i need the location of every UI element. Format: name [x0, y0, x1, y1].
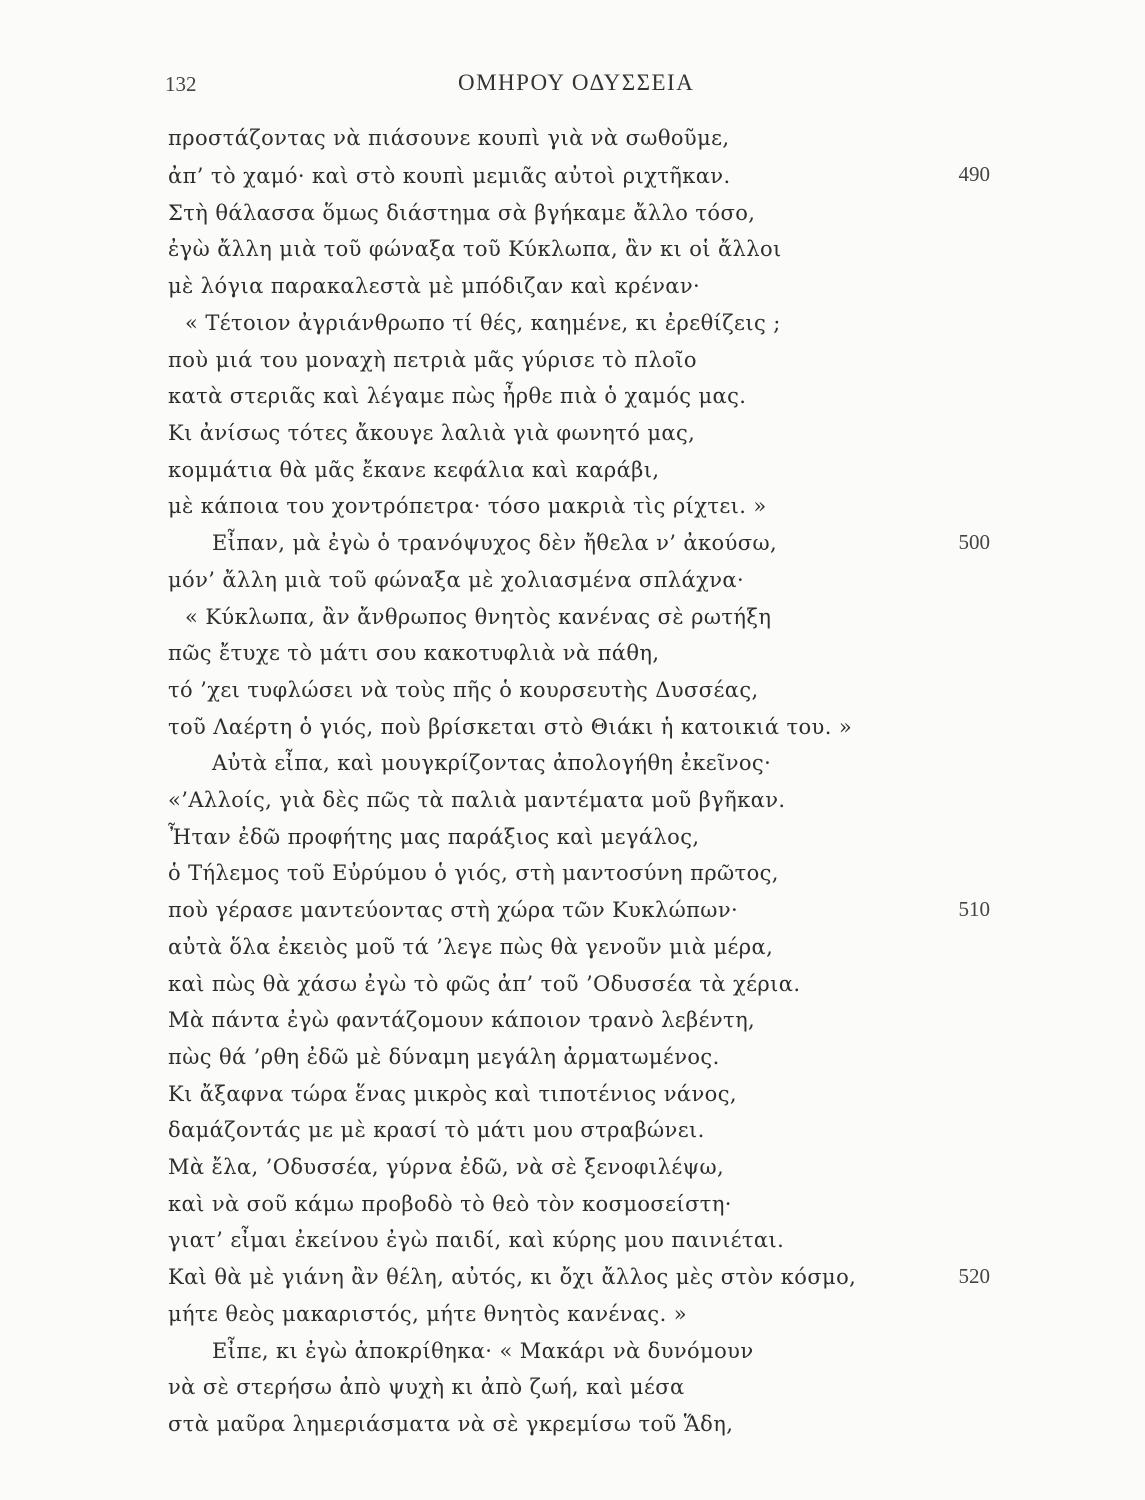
verse-line: μόν’ ἄλλη μιὰ τοῦ φώναξα μὲ χολιασμένα σπλάχνα· [168, 568, 745, 592]
verse-line: ὁ Τήλεμος τοῦ Εὐρύμου ὁ γιός, στὴ μαντοσύνη πρῶτος, [168, 861, 779, 885]
verse-line: Εἶπαν, μὰ ἐγὼ ὁ τρανόψυχος δὲν ἤθελα ν’ ἀκούσω, [212, 531, 778, 555]
verse-line: Καὶ θὰ μὲ γιάνη ἂν θέλη, αὐτός, κι ὄχι ἄλλος μὲς στὸν κόσμο, [168, 1265, 857, 1289]
verse-line: στὰ μαῦρα λημεριάσματα νὰ σὲ γκρεμίσω τοῦ Ἅδη, [168, 1412, 734, 1436]
verse-line: ποὺ γέρασε μαντεύοντας στὴ χώρα τῶν Κυκλώπων· [168, 898, 739, 922]
line-number: 500 [958, 530, 990, 554]
verse-line: προστάζοντας νὰ πιάσουνε κουπὶ γιὰ νὰ σωθοῦμε, [168, 126, 730, 150]
verse-line: καὶ πὼς θὰ χάσω ἐγὼ τὸ φῶς ἀπ’ τοῦ ’Οδυσσέα τὰ χέρια. [168, 972, 801, 996]
verse-line: « Κύκλωπα, ἂν ἄνθρωπος θνητὸς κανένας σὲ ρωτήξη [185, 605, 772, 629]
verse-line: «’Αλλοίς, γιὰ δὲς πῶς τὰ παλιὰ μαντέματα μοῦ βγῆκαν. [168, 788, 786, 812]
verse-line: Μὰ πάντα ἐγὼ φαντάζομουν κάποιον τρανὸ λεβέντη, [168, 1008, 756, 1032]
verse-line: δαμάζοντάς με μὲ κρασί τὸ μάτι μου στραβώνει. [168, 1118, 705, 1142]
verse-line: τοῦ Λαέρτη ὁ γιός, ποὺ βρίσκεται στὸ Θιάκι ἡ κατοικιά του. » [168, 715, 853, 739]
verse-line: πῶς ἔτυχε τὸ μάτι σου κακοτυφλιὰ νὰ πάθη, [168, 641, 660, 665]
verse-line: γιατ’ εἶμαι ἐκείνου ἐγὼ παιδί, καὶ κύρης μου παινιέται. [168, 1228, 785, 1252]
page-number: 132 [165, 72, 197, 96]
line-number: 510 [958, 897, 990, 921]
verse-line: τό ’χει τυφλώσει νὰ τοὺς πῆς ὁ κουρσευτὴς Δυσσέας, [168, 678, 759, 702]
verse-line: κατὰ στεριᾶς καὶ λέγαμε πὼς ἦρθε πιὰ ὁ χαμός μας. [168, 384, 747, 408]
verse-line: « Τέτοιον ἀγριάνθρωπο τί θές, καημένε, κι ἐρεθίζεις ; [185, 311, 781, 335]
verse-line: ποὺ μιά του μοναχὴ πετριὰ μᾶς γύρισε τὸ πλοῖο [168, 348, 697, 372]
verse-line: ἐγὼ ἄλλη μιὰ τοῦ φώναξα τοῦ Κύκλωπα, ἂν κι οἱ ἄλλοι [168, 237, 782, 261]
verse-line: κομμάτια θὰ μᾶς ἔκανε κεφάλια καὶ καράβι, [168, 458, 660, 482]
running-title: ΟΜΗΡΟΥ ΟΔΥΣΣΕΙΑ [458, 70, 695, 95]
verse-line: Αὐτὰ εἶπα, καὶ μουγκρίζοντας ἀπολογήθη ἐκεῖνος· [212, 751, 772, 775]
verse-line: Στὴ θάλασσα ὅμως διάστημα σὰ βγήκαμε ἄλλο τόσο, [168, 201, 756, 225]
line-number: 520 [958, 1264, 990, 1288]
verse-line: Εἶπε, κι ἐγὼ ἀποκρίθηκα· « Μακάρι νὰ δυνόμουν [212, 1339, 754, 1363]
verse-line: καὶ νὰ σοῦ κάμω προβοδὸ τὸ θεὸ τὸν κοσμοσείστη· [168, 1192, 732, 1216]
verse-line: μὲ λόγια παρακαλεστὰ μὲ μπόδιζαν καὶ κρέναν· [168, 274, 701, 298]
line-number: 490 [958, 162, 990, 186]
verse-line: Ἦταν ἐδῶ προφήτης μας παράξιος καὶ μεγάλος, [168, 825, 700, 849]
verse-line: Κι ἀνίσως τότες ἄκουγε λαλιὰ γιὰ φωνητό μας, [168, 421, 696, 445]
verse-line: αὐτὰ ὅλα ἐκειὸς μοῦ τά ’λεγε πὼς θὰ γενοῦν μιὰ μέρα, [168, 935, 774, 959]
verse-line: μὲ κάποια του χοντρόπετρα· τόσο μακριὰ τὶς ρίχτει. » [168, 494, 767, 518]
verse-line: ἀπ’ τὸ χαμό· καὶ στὸ κουπὶ μεμιᾶς αὐτοὶ ριχτῆκαν. [168, 164, 731, 188]
verse-line: νὰ σὲ στερήσω ἀπὸ ψυχὴ κι ἀπὸ ζωή, καὶ μέσα [168, 1375, 685, 1399]
verse-line: πὼς θά ’ρθη ἐδῶ μὲ δύναμη μεγάλη ἀρματωμένος. [168, 1045, 720, 1069]
verse-line: Κι ἄξαφνα τώρα ἕνας μικρὸς καὶ τιποτένιος νάνος, [168, 1082, 737, 1106]
verse-line: Μὰ ἔλα, ’Οδυσσέα, γύρνα ἐδῶ, νὰ σὲ ξενοφιλέψω, [168, 1155, 725, 1179]
verse-line: μήτε θεὸς μακαριστός, μήτε θνητὸς κανένας. » [168, 1302, 687, 1326]
